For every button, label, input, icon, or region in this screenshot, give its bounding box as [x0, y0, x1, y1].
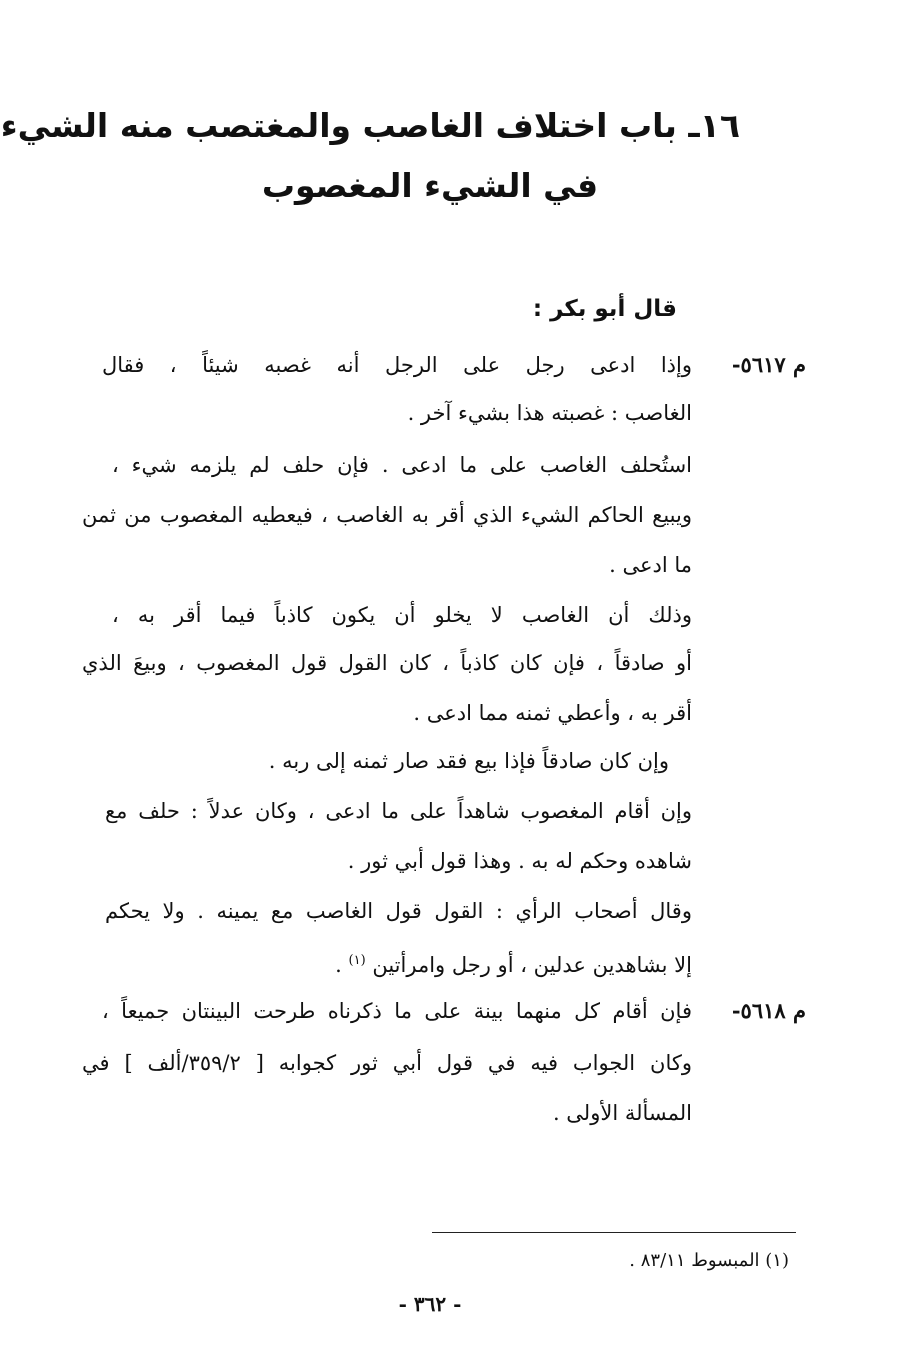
paragraph-3-line-1: وإن كان صادقاً فإذا بيع فقد صار ثمنه إلى ربه .	[268, 749, 669, 773]
paragraph-2-line-3: أقر به ، وأعطي ثمنه مما ادعى .	[413, 701, 692, 725]
entry-number-5618: م ٥٦١٨-	[731, 998, 806, 1023]
entry-5617-line-2: الغاصب : غصبته هذا بشيء آخر .	[407, 401, 692, 425]
entry-5617-line-1: وإذا ادعى رجل على الرجل أنه غصبه شيئاً ، فقال	[102, 353, 692, 377]
chapter-heading-line-2: في الشيء المغصوب	[261, 166, 599, 205]
paragraph-5-line-2	[335, 946, 692, 980]
entry-5618-line-1: فإن أقام كل منهما بينة على ما ذكرناه طرحت البينتان جميعاً ،	[102, 999, 692, 1023]
entry-5618-line-3: المسألة الأولى .	[552, 1101, 692, 1125]
paragraph-5-line-2-text: إلا بشاهدين عدلين ، أو رجل وامرأتين	[372, 953, 692, 977]
footnote-reference: (١)	[348, 953, 366, 968]
speaker-attribution: قال أبو بكر :	[532, 296, 677, 322]
paragraph-2-line-1: وذلك أن الغاصب لا يخلو أن يكون كاذباً فيما أقر به ،	[112, 603, 692, 627]
paragraph-5-line-2-end: .	[335, 953, 342, 977]
footnote: (١) المبسوط ٨٣/١١ .	[629, 1250, 789, 1271]
paragraph-1-line-1: استُحلف الغاصب على ما ادعى . فإن حلف لم يلزمه شيء ،	[112, 453, 692, 477]
paragraph-1-line-2: ويبيع الحاكم الشيء الذي أقر به الغاصب ، فيعطيه المغصوب من ثمن	[82, 503, 692, 527]
paragraph-5-line-1: وقال أصحاب الرأي : القول قول الغاصب مع يمينه . ولا يحكم	[105, 899, 692, 923]
footnote-separator	[432, 1232, 796, 1233]
chapter-heading-line-1: ١٦ـ باب اختلاف الغاصب والمغتصب منه الشيء	[0, 106, 740, 145]
entry-number-5617: م ٥٦١٧-	[731, 352, 806, 377]
paragraph-2-line-2: أو صادقاً ، فإن كان كاذباً ، كان القول قول المغصوب ، وبيعَ الذي	[82, 651, 692, 675]
paragraph-4-line-2: شاهده وحكم له به . وهذا قول أبي ثور .	[347, 849, 692, 873]
paragraph-4-line-1: وإن أقام المغصوب شاهداً على ما ادعى ، وكان عدلاً : حلف مع	[105, 799, 692, 823]
paragraph-1-line-3: ما ادعى .	[609, 553, 692, 577]
entry-5618-line-2: وكان الجواب فيه في قول أبي ثور كجوابه [ ٣٥٩/٢/ألف ] في	[82, 1051, 692, 1075]
page-number: - ٣٦٢ -	[398, 1292, 462, 1316]
chapter-heading	[0, 96, 740, 216]
